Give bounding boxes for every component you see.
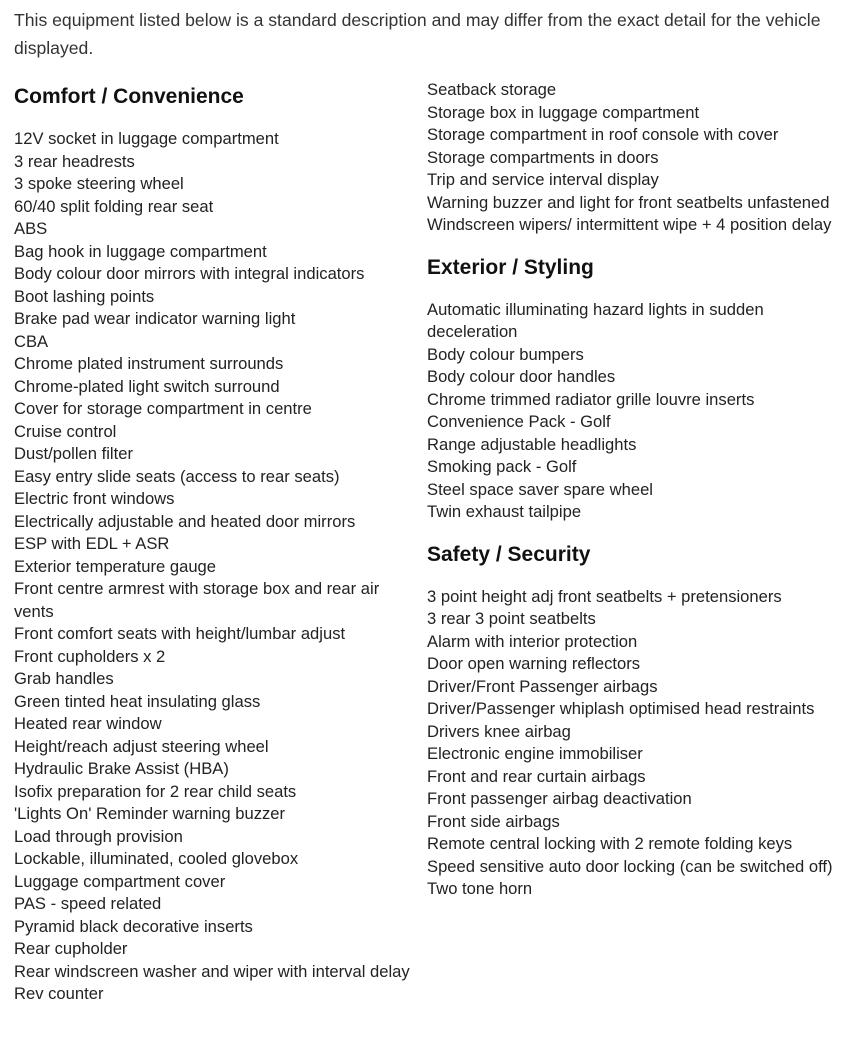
safety-list-item: Door open warning reflectors [427,654,641,673]
section-title-safety: Safety / Security [427,542,591,566]
exterior-list-item: Range adjustable headlights [427,434,637,454]
comfort-list-item: Chrome plated instrument surrounds [14,354,284,373]
safety-list-item: Front and rear curtain airbags [427,766,646,786]
comfort-list-item: Rear windscreen washer and wiper with interval delay [14,961,410,981]
safety-list-item: Remote central locking with 2 remote folding keys [427,834,793,853]
safety-list [427,586,837,901]
comfort-list-item: Electrically adjustable and heated door mirrors [14,511,356,531]
comfort-list-item: Windscreen wipers/ intermittent wipe + 4 position delay [427,215,832,234]
safety-section [427,540,837,901]
exterior-list-item: Body colour door handles [427,367,616,386]
disclaimer-text: This equipment listed below is a standard description and may differ from the exact detail for the vehicle displayed. [14,10,821,58]
comfort-list-item: Trip and service interval display [427,170,659,189]
comfort-list-item: 12V socket in luggage compartment [14,129,279,148]
comfort-list-item: Dust/pollen filter [14,444,133,463]
comfort-list-item: Chrome-plated light switch surround [14,376,280,396]
comfort-list-item: Front centre armrest with storage box and rear air vents [14,579,380,621]
exterior-list [427,299,837,524]
safety-list-item: 3 rear 3 point seatbelts [427,609,596,628]
exterior-list-item: Smoking pack - Golf [427,457,577,476]
safety-list-item: Drivers knee airbag [427,721,571,741]
comfort-list-item: Storage compartments in doors [427,147,659,167]
section-title-exterior: Exterior / Styling [427,255,594,279]
comfort-list-item: Load through provision [14,826,183,846]
comfort-list-item: Brake pad wear indicator warning light [14,309,296,328]
comfort-list-item: Lockable, illuminated, cooled glovebox [14,849,299,868]
comfort-list [14,128,412,1006]
safety-list-item: Electronic engine immobiliser [427,744,643,763]
comfort-list-item: Grab handles [14,669,114,688]
right-column [427,80,837,901]
safety-list-item: Two tone horn [427,879,533,898]
safety-list-item: Front passenger airbag deactivation [427,789,692,808]
comfort-list-item: Cruise control [14,421,117,441]
comfort-list-item: ABS [14,219,48,238]
comfort-list-item: Storage box in luggage compartment [427,102,700,122]
comfort-list-item: Storage compartment in roof console with cover [427,125,779,144]
exterior-list-item: Convenience Pack - Golf [427,412,611,431]
comfort-list-item: Green tinted heat insulating glass [14,691,261,711]
comfort-list-item: CBA [14,331,49,351]
comfort-list-item: 'Lights On' Reminder warning buzzer [14,804,286,823]
comfort-list-item: Body colour door mirrors with integral indicators [14,264,365,283]
comfort-list-continued [427,79,837,237]
comfort-list-item: Warning buzzer and light for front seatbelts unfastened [427,192,830,212]
comfort-list-item: Pyramid black decorative inserts [14,916,253,936]
comfort-list-item: Cover for storage compartment in centre [14,399,312,418]
comfort-list-item: Electric front windows [14,489,175,508]
exterior-list-item: Twin exhaust tailpipe [427,502,582,521]
comfort-list-item: Exterior temperature gauge [14,556,217,576]
comfort-list-item: 60/40 split folding rear seat [14,196,214,216]
safety-list-item: Driver/Front Passenger airbags [427,676,658,696]
comfort-list-item: Boot lashing points [14,286,155,306]
comfort-list-item: Front cupholders x 2 [14,646,166,666]
comfort-list-item: Seatback storage [427,80,557,99]
comfort-list-item: Front comfort seats with height/lumbar adjust [14,624,346,643]
comfort-list-item: Bag hook in luggage compartment [14,241,267,261]
safety-list-item: Speed sensitive auto door locking (can be switched off) [427,856,833,876]
exterior-list-item: Automatic illuminating hazard lights in sudden deceleration [427,299,764,341]
comfort-list-item: Easy entry slide seats (access to rear seats) [14,466,340,486]
section-title-comfort: Comfort / Convenience [14,85,244,108]
comfort-list-item: Luggage compartment cover [14,871,226,891]
left-column [14,82,412,1006]
comfort-list-item: ESP with EDL + ASR [14,534,170,553]
comfort-list-item: Heated rear window [14,714,162,733]
exterior-list-item: Body colour bumpers [427,344,584,364]
safety-list-item: Front side airbags [427,811,560,831]
comfort-list-item: Isofix preparation for 2 rear child seats [14,781,297,801]
comfort-list-item: 3 spoke steering wheel [14,174,184,193]
comfort-list-item: PAS - speed related [14,894,162,913]
exterior-list-item: Chrome trimmed radiator grille louvre inserts [427,389,755,409]
comfort-list-item: Rear cupholder [14,939,128,958]
safety-list-item: Driver/Passenger whiplash optimised head restraints [427,699,815,718]
exterior-list-item: Steel space saver spare wheel [427,479,653,499]
safety-list-item: 3 point height adj front seatbelts + pretensioners [427,586,782,606]
exterior-section [427,253,837,524]
comfort-list-item: 3 rear headrests [14,151,135,171]
comfort-list-item: Rev counter [14,984,104,1003]
safety-list-item: Alarm with interior protection [427,631,638,651]
comfort-list-item: Hydraulic Brake Assist (HBA) [14,759,229,778]
comfort-list-item: Height/reach adjust steering wheel [14,736,269,756]
